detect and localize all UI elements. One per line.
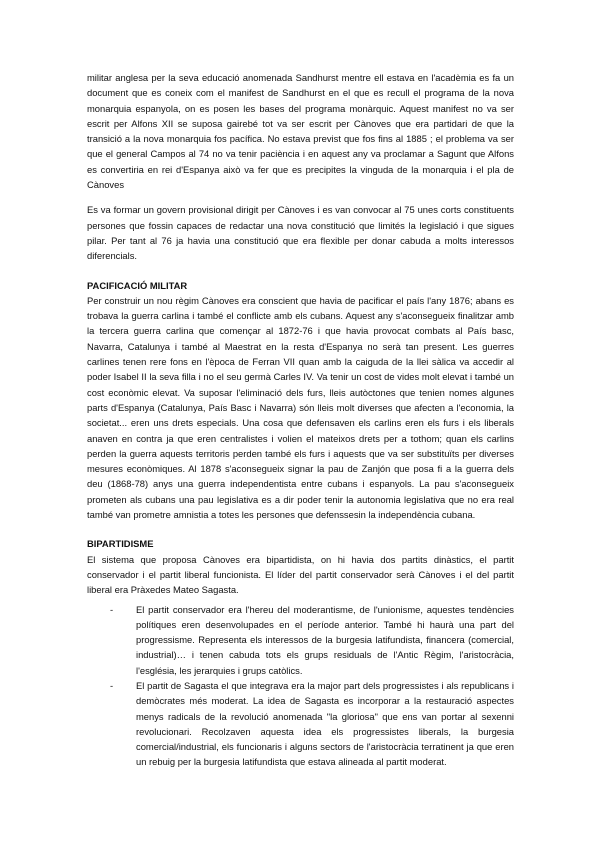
bipartidisme-bullet-list — [87, 602, 514, 770]
bullet-text: El partit conservador era l'hereu del moderantisme, de l'unionisme, aquestes tendències polítiques eren desenvolupades en el període anterior. També hi haurà una part del progressisme. Representa els interessos de la burgesia latifundista, financera (comercial, industrial)… i tenen cabuda tots els grups residuals de l'Antic Règim, l'aristocràcia, l'església, les jerarquies i grups catòlics. — [136, 603, 514, 676]
bullet-item-liberal — [110, 678, 514, 770]
intro-paragraph-1: militar anglesa per la seva educació anomenada Sandhurst mentre ell estava en l'acadèmia es fa un document que es coneix com el manifest de Sandhurst en el que es recull el programa de la nova monarquia espanyola, on es posen les bases del programa monàrquic. Aquest manifest no va ser escrit per Alfons XII se suposa gairebé tot va ser escrit per Cànoves que era partidari de que la transició a la nova monarquia fos pacífica. No estava previst que fos fins al 1885 ; el problema va ser que el general Campos al 74 no va tenir paciència i en aquest any va proclamar a Sagunt que Alfons es convertiria en rei d'Espanya això va fer que es precipites la vinguda de la monarquia i el pla de Cànoves — [87, 72, 514, 191]
bipartidisme-paragraph: El sistema que proposa Cànoves era bipartidista, on hi havia dos partits dinàstics, el partit conservador i el partit liberal funcionista. El líder del partit conservador serà Cànoves i el del partit liberal era Pràxedes Mateo Sagasta. — [87, 553, 514, 596]
bullet-text: El partit de Sagasta el que integrava era la major part dels progressistes i als republicans i demòcrates més moderat. La idea de Sagasta es incorporar a la restauració aspectes menys radicals de la revolució anomenada "la gloriosa" que ens van portar al sexenni revolucionari. Recolzaven aquesta idea els progressistes liberals, la burgesia comercial/industrial, els funcionaris i alguns sectors de l'aristocràcia terratinent ja que eren un rebuig per la burgesia latifundista que estava alineada al partit moderat. — [136, 679, 514, 768]
pacificacio-paragraph: Per construir un nou règim Cànoves era conscient que havia de pacificar el país l'any 1876; abans es trobava la guerra carlina i també el conflicte amb els cubans. Aquest any s'aconsegueix finalitzar amb la tercera guerra carlina que començar al 1872-76 i que havia provocat combats al País basc, Navarra, Catalunya i també al Maestrat en la resta d'Espanya no serà tan present. Les guerres carlines tenen rere fons en l'època de Ferran VII quan amb la caiguda de la llei sàlica va accedir al poder Isabel II la seva filla i no el seu germà Carles IV. Va tenir un cost de vides molt elevat i també un cost econòmic elevat. Va suposar l'eliminació dels furs, lleis autòctones que tenien nomes algunes parts d'Espanya (Catalunya, País Basc i Navarra) són lleis molt diverses que afecten a l'economia, la societat... eren uns drets especials. Una cosa que defensaven els carlins eren els furs i els liberals anaven en contra ja que eren centralistes i volien el mateixos drets per a tothom; quan els carlins perden la guerra aquests territoris perden també els furs i aquests que va ser substituïts per diverses mesures econòmiques. Al 1878 s'aconsegueix signar la pau de Zanjón que posa fi a la guerra dels deu (1868-78) anys una guerra independentista entre cubans i espanyols. La pau s'aconsegueix prometen als cubans una pau legislativa es a dir poder tenir la autonomia legislativa que no era real també van prometre amnistia a totes les persones que defenssesin la independència cubana. — [87, 294, 514, 521]
section-heading-pacificacio: PACIFICACIÓ MILITAR — [87, 279, 188, 291]
bullet-item-conservador — [110, 602, 514, 678]
intro-paragraph-2: Es va formar un govern provisional dirigit per Cànoves i es van convocar al 75 unes corts constituents persones que fossin capaces de redactar una nova constitució que limités la legislació i que sigues pilar. Per tant al 76 ja havia una constitució que era flexible per donar cabuda a molts interessos diferencials. — [87, 204, 514, 262]
bullet-dash: - — [110, 603, 114, 615]
section-heading-bipartidisme: BIPARTIDISME — [87, 538, 154, 550]
bullet-dash: - — [110, 679, 114, 691]
